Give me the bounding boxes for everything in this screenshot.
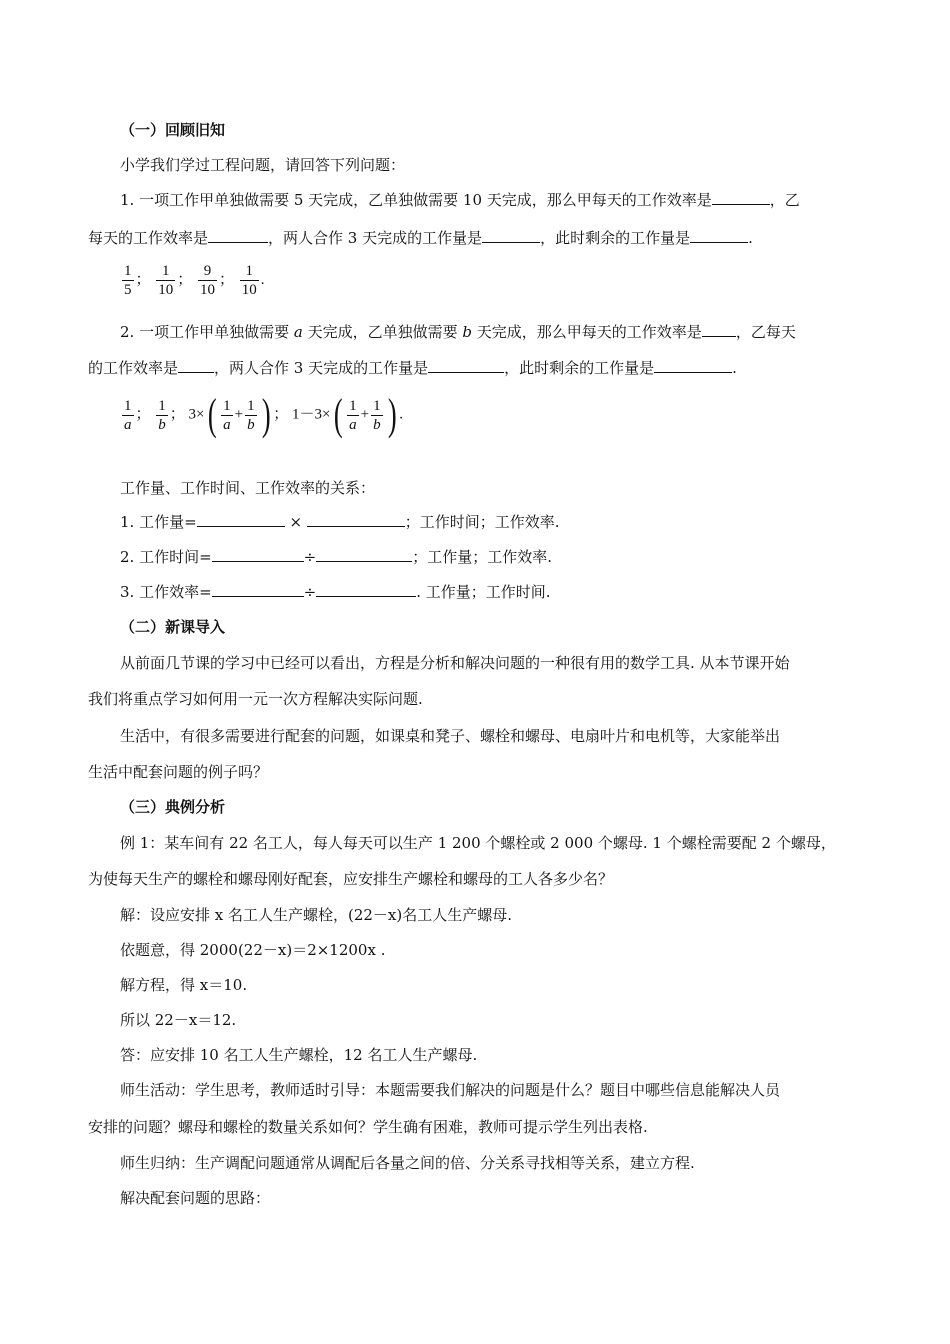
fraction: $\frac{1}{10}$ <box>241 263 257 298</box>
answer-blank <box>197 512 285 527</box>
question-2-line-2: 的工作效率是 ，两人合作 3 天完成的工作量是 ，此时剩余的工作量是 . <box>88 359 737 377</box>
question-1-line-2: 每天的工作效率是 ，两人合作 3 天完成的工作量是 ，此时剩余的工作量是 . <box>88 229 753 247</box>
answer-blank <box>482 228 540 243</box>
activity-line-1: 师生活动：学生思考，教师适时引导：本题需要我们解决的问题是什么？题目中哪些信息能解决人员 <box>120 1081 781 1099</box>
new-lesson-p2-line2: 生活中配套问题的例子吗？ <box>88 763 269 781</box>
question-1-line-1: 1. 一项工作甲单独做需要 5 天完成，乙单独做需要 10 天完成，那么甲每天的工作效率是 ，乙 <box>120 191 800 209</box>
expression-3x-sum: 3×( $\frac{1}{a}$ + $\frac{1}{b}$ ) <box>188 390 271 439</box>
summary-line: 师生归纳：生产调配问题通常从调配后各量之间的倍、分关系寻找相等关系，建立方程. <box>120 1154 695 1172</box>
approach-line: 解决配套问题的思路： <box>120 1189 271 1207</box>
answer-blank <box>212 582 304 597</box>
solution-line-2: 依题意，得 2000(22－x)＝2×1200x . <box>120 941 386 959</box>
question-1-answers: $\frac{1}{5}$ ； $\frac{1}{10}$ ； $\frac{9}{10}$ ； $\frac{1}{10}$ . <box>124 263 265 298</box>
example-1-line1: 例 1：某车间有 22 名工人，每人每天可以生产 1 200 个螺栓或 2 000 个螺母. 1 个螺栓需要配 2 个螺母， <box>120 834 836 852</box>
answer-blank <box>178 358 214 373</box>
example-1-line2: 为使每天生产的螺栓和螺母刚好配套，应安排生产螺栓和螺母的工人各多少名？ <box>88 870 614 888</box>
fraction: $\frac{1}{b}$ <box>158 397 166 433</box>
answer-line: 答：应安排 10 名工人生产螺栓，12 名工人生产螺母. <box>120 1046 478 1064</box>
fraction: $\frac{1}{5}$ <box>124 263 132 298</box>
question-2-answers: $\frac{1}{a}$ ； $\frac{1}{b}$ ； 3×( $\frac{1}{a}$ + $\frac{1}{b}$ ) ； 1－3×( $\frac{1}{a}$ + $\frac{1}{b}$ ) . <box>124 390 404 439</box>
expression-remaining: 1－3×( $\frac{1}{a}$ + $\frac{1}{b}$ ) <box>292 390 397 439</box>
relation-2: 2. 工作时间= ÷ ；工作量；工作效率. <box>120 548 553 566</box>
answer-blank <box>654 358 732 373</box>
section-heading-new-lesson: （二）新课导入 <box>120 618 226 636</box>
section-heading-examples: （三）典例分析 <box>120 798 226 816</box>
question-2-line-1: 2. 一项工作甲单独做需要 a 天完成，乙单独做需要 b 天完成，那么甲每天的工作效率是 ，乙每天 <box>120 323 796 341</box>
relation-title: 工作量、工作时间、工作效率的关系： <box>120 479 376 497</box>
answer-blank <box>212 547 304 562</box>
fraction: $\frac{1}{10}$ <box>158 263 174 298</box>
answer-blank <box>428 358 504 373</box>
solution-line-1: 解：设应安排 x 名工人生产螺栓，(22－x)名工人生产螺母. <box>120 906 513 924</box>
relation-1: 1. 工作量= × ；工作时间；工作效率. <box>120 513 560 531</box>
answer-blank <box>702 322 736 337</box>
answer-blank <box>690 228 748 243</box>
relation-3: 3. 工作效率= ÷ . 工作量；工作时间. <box>120 583 551 601</box>
answer-blank <box>712 190 770 205</box>
review-intro: 小学我们学过工程问题，请回答下列问题： <box>120 156 406 174</box>
new-lesson-p1-line2: 我们将重点学习如何用一元一次方程解决实际问题. <box>88 690 423 708</box>
answer-blank <box>316 582 416 597</box>
new-lesson-p2-line1: 生活中，有很多需要进行配套的问题，如课桌和凳子、螺栓和螺母、电扇叶片和电机等，大家能举出 <box>120 727 781 745</box>
fraction: $\frac{9}{10}$ <box>200 263 216 298</box>
new-lesson-p1-line1: 从前面几节课的学习中已经可以看出，方程是分析和解决问题的一种很有用的数学工具. 从本节课开始 <box>120 654 790 672</box>
answer-blank <box>307 512 405 527</box>
section-heading-review: （一）回顾旧知 <box>120 121 226 139</box>
solution-line-3: 解方程，得 x＝10. <box>120 976 248 994</box>
answer-blank <box>316 547 412 562</box>
answer-blank <box>208 228 268 243</box>
activity-line-2: 安排的问题？螺母和螺栓的数量关系如何？学生确有困难，教师可提示学生列出表格. <box>88 1118 648 1136</box>
solution-line-4: 所以 22－x＝12. <box>120 1011 237 1029</box>
fraction: $\frac{1}{a}$ <box>124 397 132 433</box>
